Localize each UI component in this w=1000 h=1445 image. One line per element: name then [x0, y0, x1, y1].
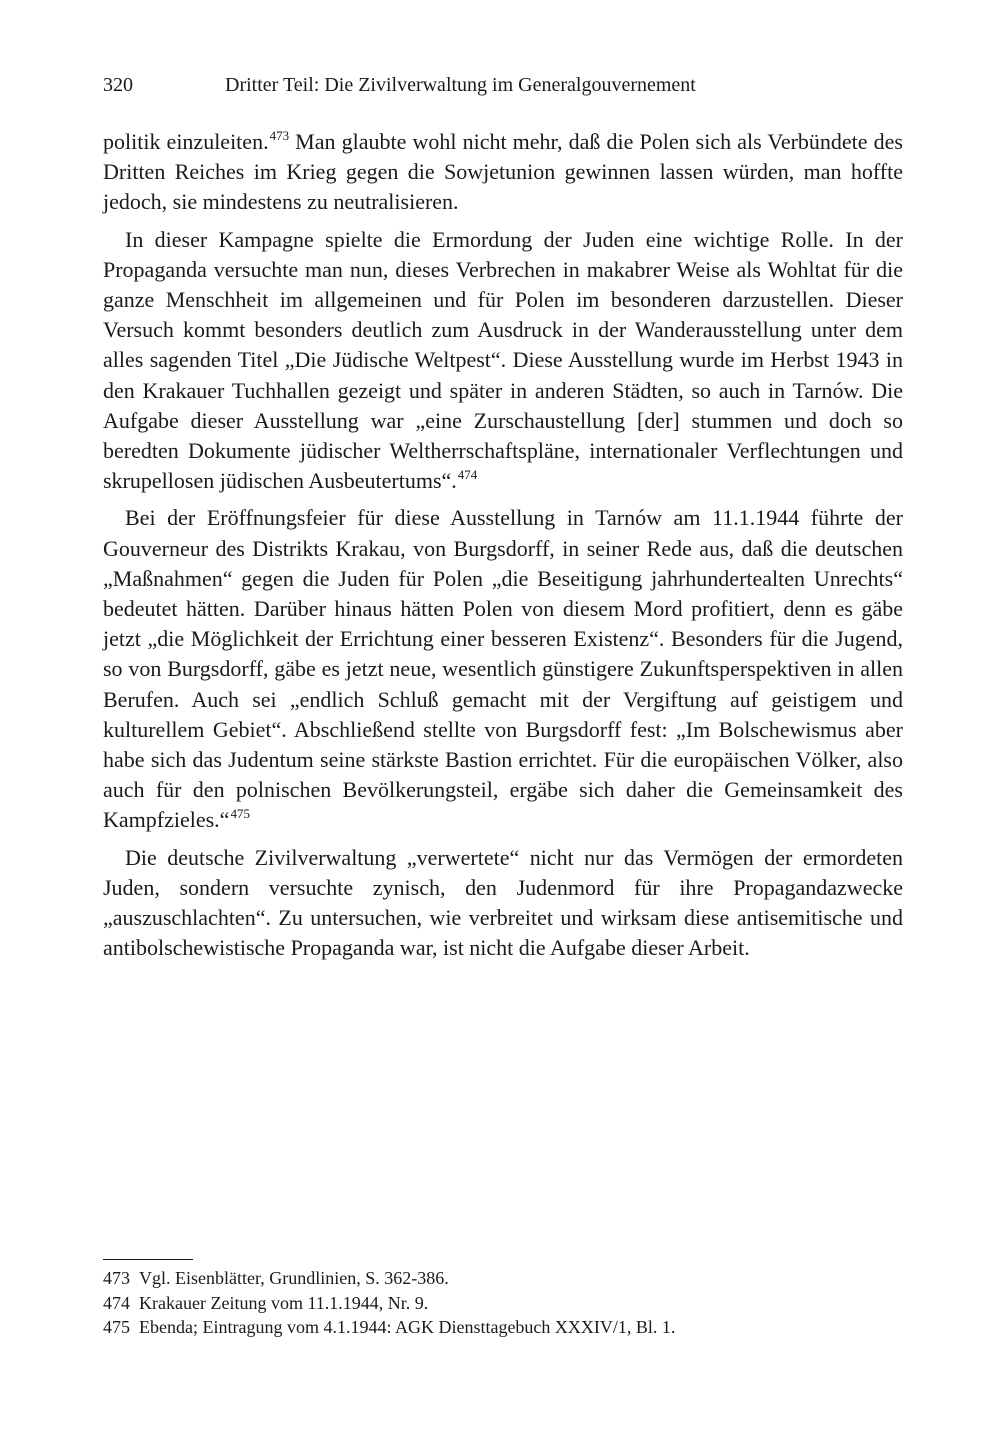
paragraph-1-text-end: Man glaubte wohl nicht mehr, daß die Polen sich als Verbündete des Dritten Reiches im Krieg gegen die Sowjetunion gewinnen lassen würden, man hoffte jedoch, sie mindestens zu neutralisieren. [103, 129, 903, 215]
page-number: 320 [103, 74, 133, 96]
body-text [103, 127, 903, 963]
paragraph-1-text-start: politik einzuleiten. [103, 129, 269, 154]
paragraph-1 [103, 127, 903, 218]
running-header [103, 72, 903, 98]
paragraph-3-text: Bei der Eröffnungsfeier für diese Ausstellung in Tarnów am 11.1.1944 führte der Gouverneur des Distrikts Krakau, von Burgsdorff, in seiner Rede aus, daß die deutschen „Maßnahmen“ gegen die Juden für Polen „die Beseitigung jahrhundertealten Unrechts“ bedeutet hätten. Darüber hinaus hätten Polen von diesem Mord profitiert, denn es gäbe jetzt „die Möglichkeit der Errichtung einer besseren Existenz“. Besonders für die Jugend, so von Burgsdorff, gäbe es jetzt neue, wesentlich günstigere Zukunftsperspektiven in allen Berufen. Auch sei „endlich Schluß gemacht mit der Vergiftung auf geistigem und kulturellem Gebiet“. Abschließend stellte von Burgsdorff fest: „Im Bolschewismus aber habe sich das Judentum seine stärkste Bastion errichtet. Für die europäischen Völker, also auch für den polnischen Bevölkerungsteil, ergäbe sich daher die Gemeinsamkeit des Kampfzieles.“ [103, 505, 903, 833]
footnote-ref-475: 475 [230, 806, 250, 822]
footnote-number: 474 [103, 1292, 130, 1313]
footnote-ref-474: 474 [457, 467, 478, 483]
footnote-475 [103, 1315, 903, 1340]
paragraph-3 [103, 503, 903, 835]
paragraph-2 [103, 225, 903, 497]
running-title: Dritter Teil: Die Zivilverwaltung im Generalgouvernement [225, 74, 696, 96]
footnote-ref-473: 473 [269, 128, 290, 143]
footnotes [103, 1266, 903, 1340]
footnote-474 [103, 1291, 903, 1316]
footnote-473 [103, 1266, 903, 1291]
footnote-text: Vgl. Eisenblätter, Grundlinien, S. 362-386. [139, 1268, 449, 1288]
paragraph-4 [103, 843, 903, 964]
footnote-text: Ebenda; Eintragung vom 4.1.1944: AGK Diensttagebuch XXXIV/1, Bl. 1. [139, 1317, 676, 1337]
footnote-separator [103, 1259, 193, 1260]
footnote-number: 473 [103, 1268, 130, 1288]
paragraph-2-text: In dieser Kampagne spielte die Ermordung der Juden eine wichtige Rolle. In der Propaganda versuchte man nun, dieses Verbrechen in makabrer Weise als Wohltat für die ganze Menschheit im allgemeinen und für Polen im besonderen darzustellen. Dieser Versuch kommt besonders deutlich zum Ausdruck in der Wanderausstellung unter dem alles sagenden Titel „Die Jüdische Weltpest“. Diese Ausstellung wurde im Herbst 1943 in den Krakauer Tuchhallen gezeigt und später in anderen Städten, so auch in Tarnów. Die Aufgabe dieser Ausstellung war „eine Zurschaustellung [der] stummen und doch so beredten Dokumente jüdischer Weltherrschaftspläne, internationaler Verflechtungen und skrupellosen jüdischen Ausbeutertums“. [103, 226, 903, 494]
footnote-text: Krakauer Zeitung vom 11.1.1944, Nr. 9. [139, 1292, 429, 1313]
footnote-number: 475 [103, 1317, 130, 1337]
paragraph-4-text: Die deutsche Zivilverwaltung „verwertete“ nicht nur das Vermögen der ermordeten Juden, sondern versuchte zynisch, den Judenmord für ihre Propagandazwecke „auszuschlachten“. Zu untersuchen, wie verbreitet und wirksam diese antisemitische und antibolschewistische Propaganda war, ist nicht die Aufgabe dieser Arbeit. [103, 844, 903, 961]
